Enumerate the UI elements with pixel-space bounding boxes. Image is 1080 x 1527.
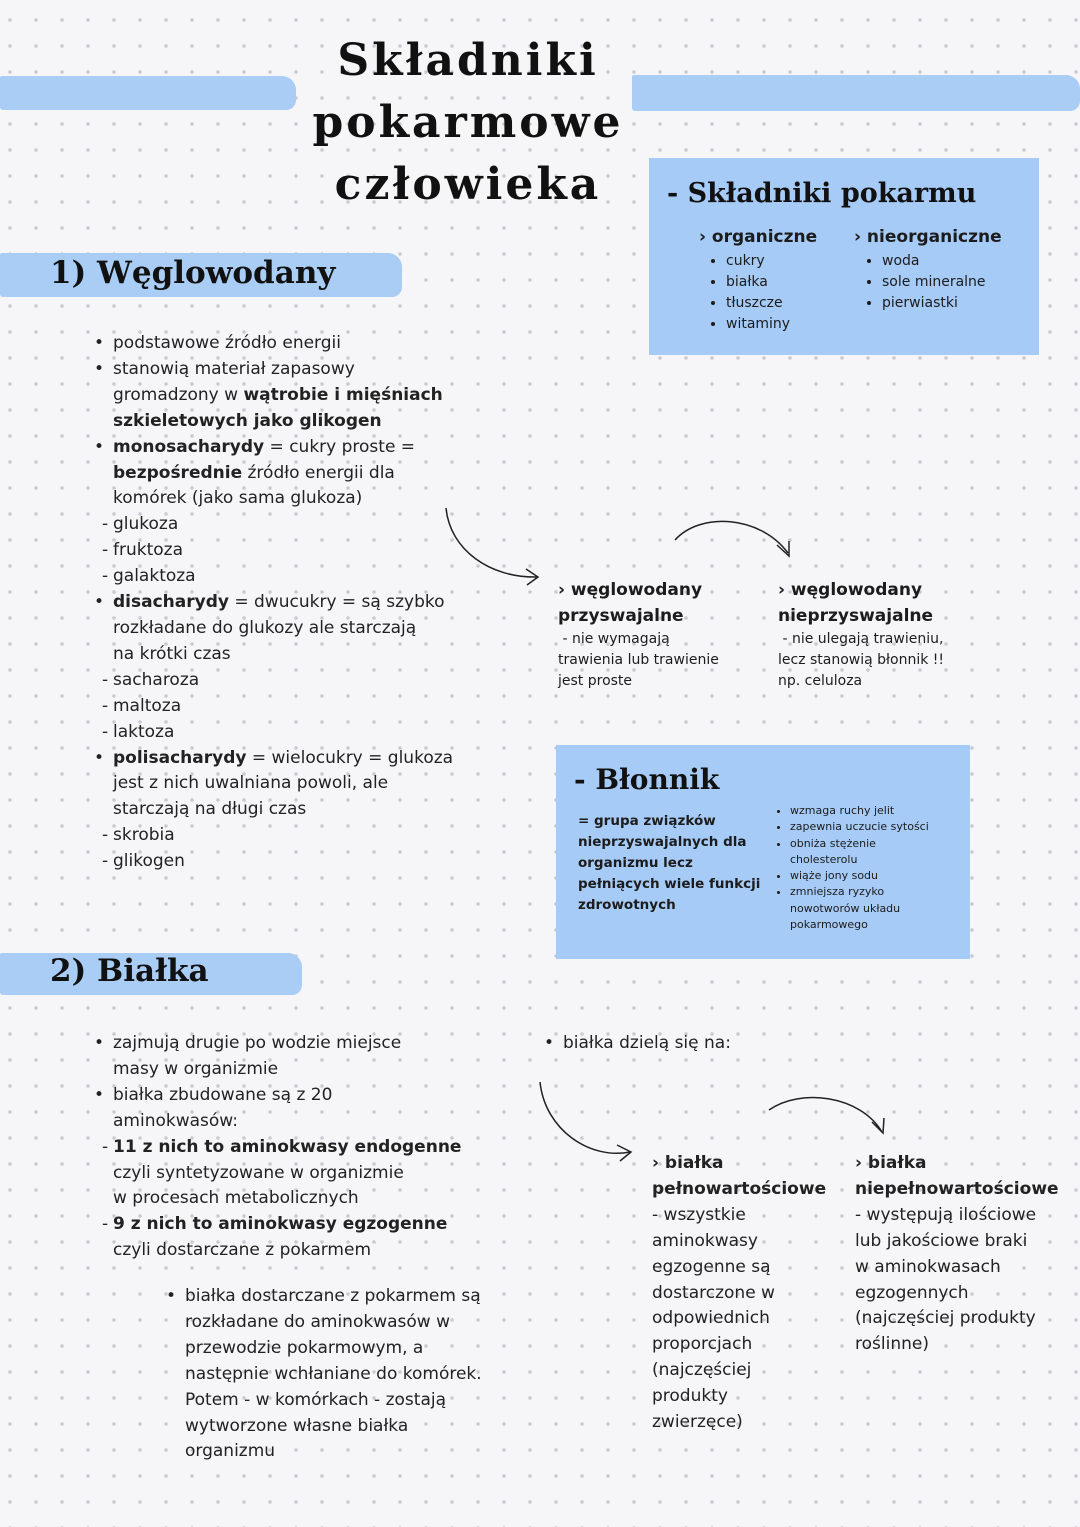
text-line: egzogenne są	[652, 1256, 771, 1277]
note-line	[113, 1057, 461, 1083]
bullet-icon: •	[166, 1286, 177, 1306]
text-line: pełniących wiele funkcji	[578, 876, 761, 892]
dash-marker: -	[102, 695, 109, 716]
text-segment: aminokwasów:	[113, 1110, 239, 1131]
text-line: zwierzęce)	[652, 1412, 743, 1433]
text-segment: białka zbudowane są z 20	[113, 1084, 333, 1105]
text-line: organizmu lecz	[578, 855, 693, 871]
text-segment: białka dostarczane z pokarmem są	[185, 1286, 481, 1306]
bullet-icon: •	[94, 358, 105, 379]
text-line: lub jakościowe braki	[855, 1230, 1028, 1251]
text-line: produkty	[652, 1386, 728, 1407]
text-segment: starczają na długi czas	[113, 799, 307, 820]
text-line: trawienia lub trawienie	[558, 652, 719, 668]
note-line	[166, 1284, 482, 1310]
text-segment: jest z nich uwalniana powoli, ale	[113, 773, 389, 794]
title-line: pokarmowe	[312, 97, 624, 148]
text-segment: polisacharydy	[113, 747, 247, 768]
inorganic-label: › nieorganiczne	[854, 227, 1002, 247]
text-line: egzogennych	[855, 1282, 969, 1303]
text-segment: szkieletowych jako glikogen	[113, 410, 382, 431]
text-line: lecz stanowią błonnik !!	[778, 652, 945, 668]
bullet-icon: •	[94, 592, 105, 613]
list-item: • zmniejsza ryzyko nowotworów układu pokarmowego	[790, 884, 920, 933]
text-line: - nie wymagają	[558, 631, 670, 647]
heading-line: pełnowartościowe	[652, 1178, 827, 1199]
text-segment: 11 z nich to aminokwasy endogenne	[113, 1136, 462, 1157]
note-line	[185, 1362, 482, 1388]
dash-marker: -	[102, 721, 109, 742]
text-segment: fruktoza	[113, 540, 184, 561]
heading-line: › białka	[855, 1153, 927, 1173]
protein-division	[544, 1031, 731, 1057]
text-line: zdrowotnych	[578, 897, 676, 913]
text-line: - nie ulegają trawieniu,	[778, 631, 944, 647]
nonabsorbable-carbs	[778, 577, 944, 692]
heading-line: › węglowodany	[558, 580, 703, 600]
note-line	[185, 1414, 482, 1440]
text-line: w aminokwasach	[855, 1256, 1001, 1277]
text-segment: rozkładane do glukozy ale starczają	[113, 617, 417, 638]
list-item: • sole mineralne	[882, 272, 986, 293]
list-item: • woda	[882, 251, 986, 272]
text-segment: disacharydy	[113, 592, 229, 613]
text-segment: 9 z nich to aminokwasy egzogenne	[113, 1214, 448, 1235]
organic-label: › organiczne	[699, 227, 818, 247]
text-segment: glukoza	[113, 514, 179, 535]
text-segment: galaktoza	[113, 566, 196, 587]
protein-digestion-notes	[166, 1284, 482, 1465]
text-segment: wytworzone własne białka	[185, 1415, 409, 1436]
text-segment: = dwucukry = są szybko	[228, 592, 445, 613]
text-line: odpowiednich	[652, 1308, 770, 1329]
text-segment: rozkładane do aminokwasów w	[185, 1311, 450, 1332]
note-line	[113, 1109, 461, 1135]
heading-line: przyswajalne	[558, 606, 684, 626]
text-line: jest proste	[558, 673, 633, 689]
text-segment: wątrobie i mięśniach	[243, 384, 443, 405]
heading-line: niepełnowartościowe	[855, 1178, 1059, 1199]
heading-line: nieprzyswajalne	[778, 606, 934, 626]
title-line: Składniki	[337, 35, 599, 86]
incomplete-proteins	[855, 1151, 1059, 1358]
fiber-box	[556, 745, 970, 959]
text-segment: na krótki czas	[113, 643, 231, 664]
heading-line: › białka	[652, 1153, 724, 1173]
list-item: • wiąże jony sodu	[790, 868, 960, 884]
note-line	[102, 1135, 462, 1161]
section-heading-carbohydrates: 1) Węglowodany	[50, 255, 336, 291]
list-item: • białka	[726, 272, 790, 293]
text-segment: podstawowe źródło energii	[113, 333, 341, 353]
dash-marker: -	[102, 566, 109, 587]
text-segment: czyli dostarczane z pokarmem	[113, 1240, 372, 1261]
complete-proteins	[652, 1151, 826, 1436]
text-line: proporcjach	[652, 1334, 753, 1355]
text-line: - występują ilościowe	[855, 1204, 1037, 1225]
dash-marker: -	[102, 1136, 109, 1157]
dash-marker: -	[102, 540, 109, 561]
text-line: np. celuloza	[778, 673, 863, 689]
text-segment: stanowią materiał zapasowy	[113, 358, 355, 379]
text-segment: źródło energii dla	[242, 462, 395, 483]
text-segment: monosacharydy	[113, 436, 265, 457]
heading-line: › węglowodany	[778, 580, 923, 600]
note-line	[94, 1083, 461, 1109]
dash-marker: -	[102, 1214, 109, 1235]
note-line	[113, 1161, 461, 1187]
fiber-definition	[578, 811, 760, 916]
text-line: nieprzyswajalnych dla	[578, 834, 747, 850]
text-segment: maltoza	[113, 695, 182, 716]
proteins-notes	[94, 1031, 462, 1264]
nutrients-heading: - Składniki pokarmu	[667, 178, 977, 209]
text-segment: zajmują drugie po wodzie miejsce	[113, 1033, 402, 1053]
text-segment: komórek (jako sama glukoza)	[113, 488, 363, 509]
text-segment: laktoza	[113, 721, 175, 742]
text-line: (najczęściej produkty	[855, 1308, 1036, 1329]
text-segment: = wielocukry = glukoza	[246, 747, 454, 768]
text-segment: = cukry proste =	[264, 436, 416, 457]
text-segment: organizmu	[185, 1441, 276, 1462]
list-item: • obniża stężenie cholesterolu	[790, 836, 900, 869]
bullet-icon: •	[94, 333, 105, 353]
note-line	[544, 1031, 731, 1057]
note-line	[185, 1310, 482, 1336]
text-segment: masy w organizmie	[113, 1058, 279, 1079]
text-line: = grupa związków	[578, 813, 716, 829]
list-item: • witaminy	[726, 314, 790, 335]
dash-marker: -	[102, 514, 109, 535]
section-heading-proteins: 2) Białka	[50, 953, 209, 989]
note-line	[185, 1336, 482, 1362]
text-segment: Potem - w komórkach - zostają	[185, 1389, 447, 1410]
bullet-icon: •	[544, 1033, 555, 1053]
fiber-heading: - Błonnik	[574, 763, 720, 796]
note-line	[102, 1212, 461, 1238]
dash-marker: -	[102, 669, 109, 690]
bullet-icon: •	[94, 436, 105, 457]
list-item: • pierwiastki	[882, 293, 986, 314]
text-segment: gromadzony w	[113, 384, 244, 405]
text-segment: białka dzielą się na:	[563, 1033, 731, 1053]
text-segment: w procesach metabolicznych	[113, 1188, 359, 1209]
bullet-icon: •	[94, 747, 105, 768]
text-line: roślinne)	[855, 1334, 929, 1355]
text-line: dostarczone w	[652, 1282, 775, 1303]
text-segment: przewodzie pokarmowym, a	[185, 1337, 424, 1358]
note-line	[94, 1031, 461, 1057]
text-segment: sacharoza	[113, 669, 200, 690]
text-line: - wszystkie	[652, 1204, 746, 1225]
text-line: aminokwasy	[652, 1230, 758, 1251]
list-item: • zapewnia uczucie sytości	[790, 819, 960, 835]
note-line	[185, 1439, 482, 1465]
fiber-functions	[790, 803, 960, 933]
list-item: • wzmaga ruchy jelit	[790, 803, 960, 819]
list-item: • cukry	[726, 251, 790, 272]
list-item: • tłuszcze	[726, 293, 790, 314]
text-segment: glikogen	[113, 851, 185, 872]
dash-marker: -	[102, 825, 109, 846]
title-line: człowieka	[334, 159, 602, 210]
text-segment: następnie wchłaniane do komórek.	[185, 1363, 482, 1384]
note-line	[113, 1238, 461, 1264]
text-line: (najczęściej	[652, 1360, 752, 1381]
text-segment: bezpośrednie	[113, 462, 243, 483]
text-segment: skrobia	[113, 825, 175, 846]
absorbable-carbs	[558, 577, 719, 692]
dash-marker: -	[102, 851, 109, 872]
bullet-icon: •	[94, 1084, 105, 1105]
text-segment: czyli syntetyzowane w organizmie	[113, 1162, 404, 1183]
note-line	[113, 1186, 461, 1212]
note-line	[185, 1388, 482, 1414]
bullet-icon: •	[94, 1033, 105, 1053]
